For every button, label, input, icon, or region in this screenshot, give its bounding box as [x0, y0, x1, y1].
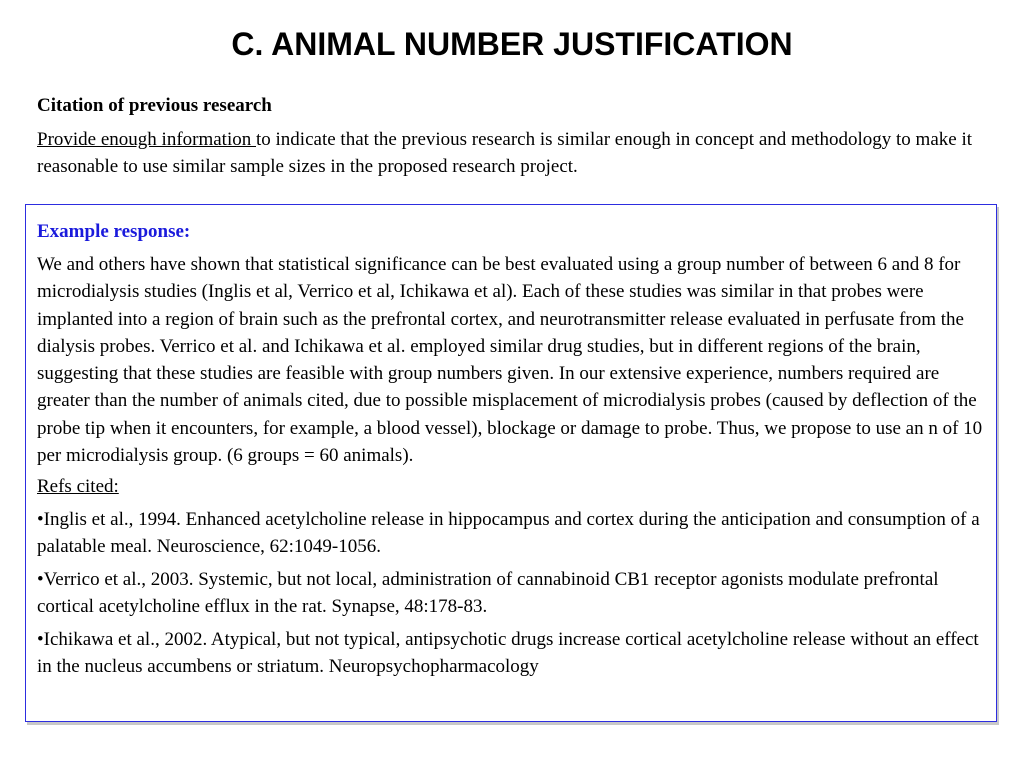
citation-heading: Citation of previous research — [37, 95, 272, 116]
intro-paragraph — [37, 126, 997, 180]
reference-item: •Verrico et al., 2003. Systemic, but not local, administration of cannabinoid CB1 receptor agonists modulate prefrontal cortical acetylcholine efflux in the rat. Synapse, 48:178-83. — [37, 569, 939, 618]
refs-heading: Refs cited: — [37, 476, 119, 498]
slide-title: C. ANIMAL NUMBER JUSTIFICATION — [231, 26, 793, 62]
intro-text: to indicate that the previous research is similar enough in concept and methodology to make it reasonable to use similar sample sizes in the proposed research project. — [37, 129, 972, 177]
reference-item: •Inglis et al., 1994. Enhanced acetylcholine release in hippocampus and cortex during the anticipation and consumption of a palatable meal. Neuroscience, 62:1049-1056. — [37, 509, 980, 558]
example-body: We and others have shown that statistical significance can be best evaluated using a group number of between 6 and 8 for microdialysis studies (Inglis et al, Verrico et al, Ichikawa et al). Each of these studies was similar in that probes were implanted into a region of brain such as the prefrontal cortex, and neurotransmitter release evaluated in perfusate from the dialysis probes. Verrico et al. and Ichikawa et al. employed similar drug studies, but in different regions of the brain, suggesting that these studies are feasible with group numbers given. In our extensive experience, numbers required are greater than the number of animals cited, due to possible misplacement of microdialysis probes (caused by deflection of the probe tip when it encounters, for example, a blood vessel), blockage or damage to probe. Thus, we propose to use an n of 10 per microdialysis group. (6 groups = 60 animals). — [37, 254, 983, 467]
intro-section — [37, 92, 997, 180]
example-heading: Example response: — [37, 221, 191, 242]
reference-item: •Ichikawa et al., 2002. Atypical, but not typical, antipsychotic drugs increase cortical acetylcholine release without an effect in the nucleus accumbens or striatum. Neuropsychopharmacology — [37, 629, 979, 678]
intro-underlined-lead: Provide enough information — [37, 129, 256, 150]
example-response-box — [25, 204, 997, 722]
